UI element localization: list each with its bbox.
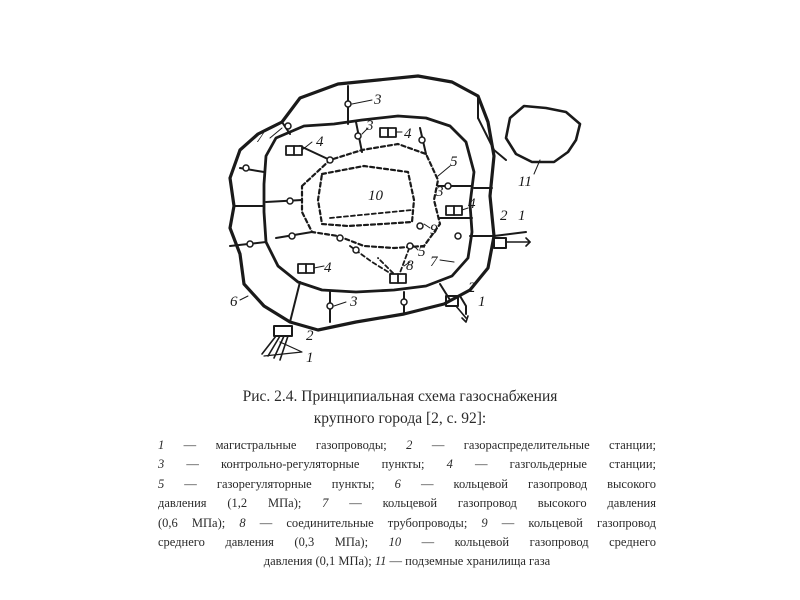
legend-text: — контрольно-регуляторные пункты; <box>164 457 447 472</box>
legend-num: 5 <box>158 476 165 491</box>
control-regulator-points <box>243 101 461 309</box>
callout-9: 9 <box>430 222 438 238</box>
ring-7-high-pressure <box>264 116 474 292</box>
callout-4-lower-left: 4 <box>324 260 332 276</box>
legend-text: — газораспределительные станции; <box>412 438 656 452</box>
callout-1-bottom: 1 <box>306 350 314 366</box>
legend-line <box>158 455 656 474</box>
gas-distribution-station-bottom <box>274 326 292 336</box>
legend-text: давления (1,2 МПа); <box>158 496 323 511</box>
callout-4-right: 4 <box>468 196 476 212</box>
legend-text: давления (0,1 МПа); <box>263 554 375 569</box>
callout-2-right-bottom: 2 <box>468 280 476 296</box>
legend-text: — подземные хранилища газа <box>386 554 551 569</box>
callout-5-lower: 5 <box>418 244 426 260</box>
trunk-pipeline-lower-right <box>456 306 466 318</box>
callout-7-left: 7 <box>256 130 264 146</box>
legend-text: — газорегуляторные пункты; <box>164 476 395 491</box>
callout-8: 8 <box>406 258 414 274</box>
legend-num: 11 <box>374 554 387 569</box>
legend-num: 3 <box>158 457 165 472</box>
connector-10-inner <box>330 210 412 218</box>
gas-distribution-station-right <box>494 238 506 248</box>
callout-5-right: 5 <box>450 154 458 170</box>
legend-num: 1 <box>158 438 165 452</box>
legend-text: — магистральные газопроводы; <box>164 438 407 452</box>
legend-line <box>158 514 656 533</box>
legend-line <box>158 436 656 455</box>
legend-text: — газгольдерные станции; <box>452 457 656 472</box>
legend-num: 7 <box>322 496 329 511</box>
legend-text: (0,6 МПа); <box>158 515 240 530</box>
callout-2-bottom: 2 <box>306 328 314 344</box>
callout-3-right: 3 <box>436 184 444 200</box>
legend-num: 6 <box>394 476 401 491</box>
callout-1-right-top: 1 <box>518 208 526 224</box>
legend-num: 8 <box>239 515 246 530</box>
callout-1-right-bottom: 1 <box>478 294 486 310</box>
legend-text: — кольцевой газопровод высокого давления <box>328 496 656 511</box>
callout-7-right: 7 <box>430 254 438 270</box>
legend-num: 9 <box>481 515 488 530</box>
legend-num: 2 <box>406 438 413 452</box>
callout-10: 10 <box>368 188 383 204</box>
legend-num: 4 <box>446 457 453 472</box>
legend-num: 10 <box>388 535 402 550</box>
legend-line <box>158 552 656 571</box>
legend-text: — соединительные трубопроводы; <box>245 515 482 530</box>
legend-text: — кольцевой газопровод высокого <box>400 476 656 491</box>
callout-3-top: 3 <box>374 92 382 108</box>
underground-storage-11 <box>506 106 580 162</box>
callout-2-right-top: 2 <box>500 208 508 224</box>
callout-4-upper-left: 4 <box>316 134 324 150</box>
caption-line-1: Рис. 2.4. Принципиальная схема газоснабжения <box>242 388 558 405</box>
legend-line <box>158 475 656 494</box>
legend-line <box>158 533 656 552</box>
radial-connectors <box>230 86 526 322</box>
legend-line <box>158 494 656 513</box>
figure-caption <box>0 386 800 430</box>
legend-text: — кольцевой газопровод <box>487 515 656 530</box>
callout-11: 11 <box>518 174 532 190</box>
caption-line-2: крупного города [2, с. 92]: <box>313 410 487 427</box>
legend-text: среднего давления (0,3 МПа); <box>158 535 389 550</box>
callout-4-upper-mid: 4 <box>404 126 412 142</box>
figure-legend <box>158 436 656 572</box>
callout-3-upper: 3 <box>366 118 374 134</box>
legend-text: — кольцевой газопровод среднего <box>401 535 656 550</box>
callout-6: 6 <box>230 294 238 310</box>
callout-3-bottom: 3 <box>350 294 358 310</box>
